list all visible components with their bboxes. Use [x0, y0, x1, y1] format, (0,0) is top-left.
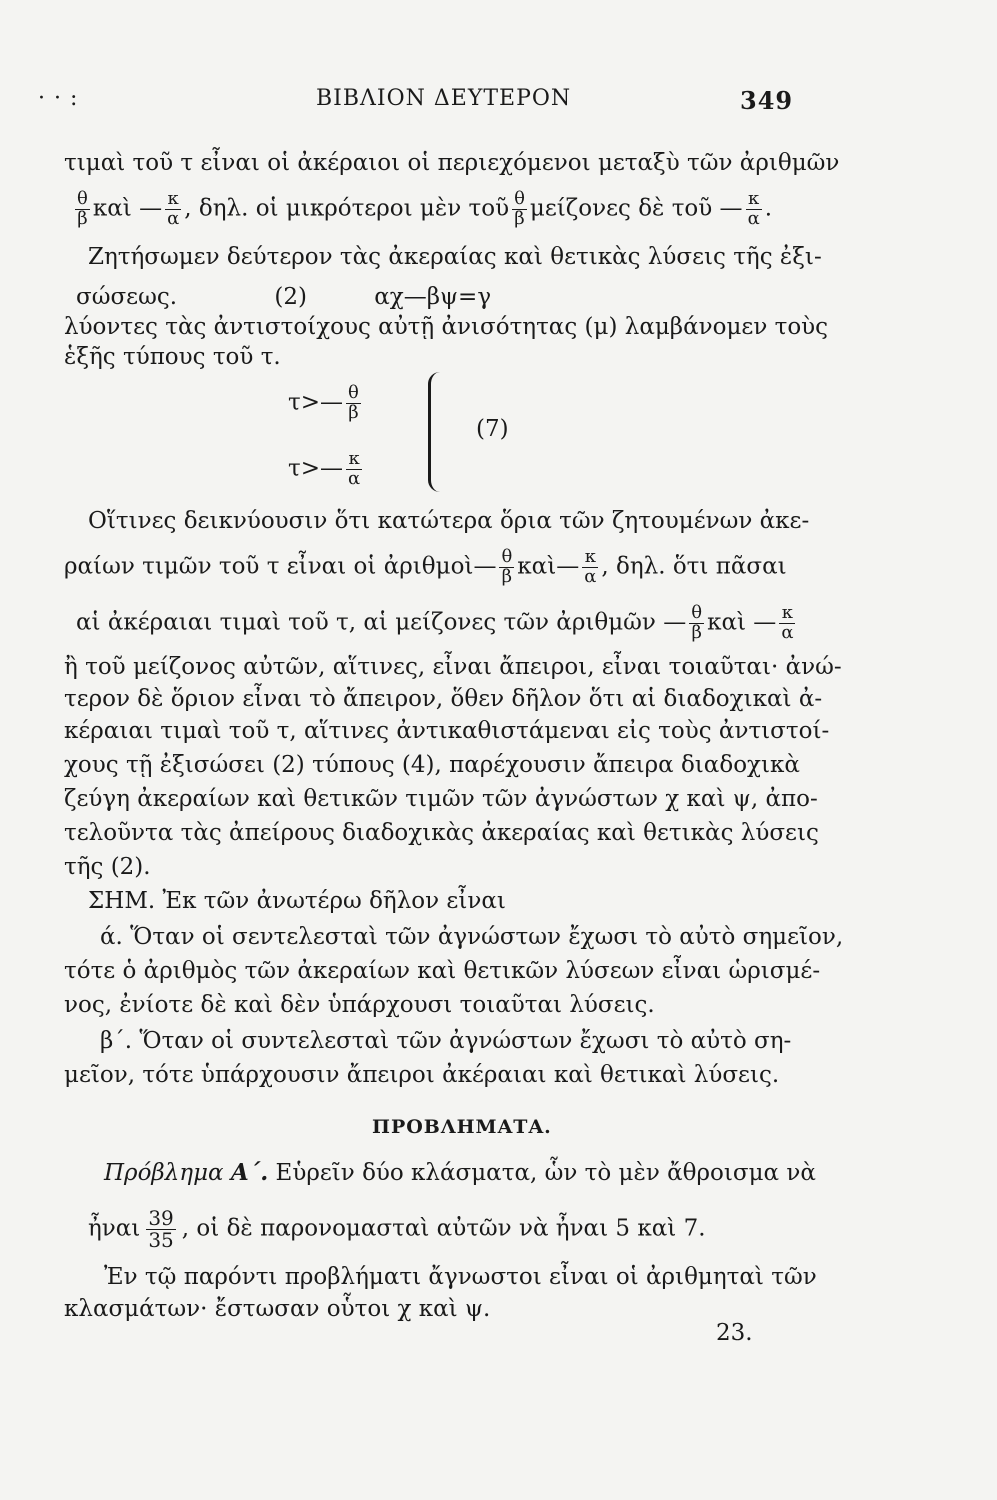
text-line-4: σώσεως. (2) αχ—βψ=γ: [76, 284, 492, 310]
fraction-kappa-alpha: $\frac{\kappa}{\alpha}$: [747, 188, 760, 229]
text-line-25: Ἐν τῷ παρόντι προβλήματι ἄγνωστοι εἶναι οἱ ἀριθμηταὶ τῶν: [104, 1264, 817, 1290]
text-line-6: ἑξῆς τύπους τοῦ τ.: [64, 344, 281, 370]
inequality-1: τ>— $\frac{\theta}{\beta}$: [288, 382, 359, 423]
header-dots: · · :: [38, 86, 79, 111]
inequality-2: τ>— $\frac{\kappa}{\alpha}$: [288, 448, 361, 489]
text-line-23: Πρόβλημα Α΄. Εὑρεῖν δύο κλάσματα, ὧν τὸ μὲν ἄθροισμα νὰ: [104, 1159, 816, 1186]
text-line-8: ραίων τιμῶν τοῦ τ εἶναι οἱ ἀριθμοὶ— $\frac{\theta}{\beta}$ καὶ— $\frac{\kappa}{\alpha}$ , δηλ. ὅτι πᾶσαι: [64, 546, 787, 587]
text-line-10: ἢ τοῦ μείζονος αὐτῶν, αἵτινες, εἶναι ἄπειροι, εἶναι τοιαῦται· ἀνώ-: [64, 654, 842, 680]
text-line-3: Ζητήσωμεν δεύτερον τὰς ἀκεραίας καὶ θετικὰς λύσεις τῆς ἐξι-: [88, 244, 822, 270]
text-line-1: τιμαὶ τοῦ τ εἶναι οἱ ἀκέραιοι οἱ περιεχόμενοι μεταξὺ τῶν ἀριθμῶν: [64, 150, 840, 176]
text-line-13: χους τῇ ἐξισώσει (2) τύπους (4), παρέχουσιν ἄπειρα διαδοχικὰ: [64, 752, 800, 778]
running-title: ΒΙΒΛΙΟΝ ΔΕΥΤΕΡΟΝ: [316, 86, 572, 111]
text-line-18: ά. Ὅταν οἱ σεντελεσταὶ τῶν ἀγνώστων ἔχωσι τὸ αὐτὸ σημεῖον,: [100, 924, 844, 950]
section-heading: ΠΡΟΒΛΗΜΑΤΑ.: [372, 1116, 552, 1138]
text-line-19: τότε ὁ ἀριθμὸς τῶν ἀκεραίων καὶ θετικῶν λύσεων εἶναι ὡρισμέ-: [64, 958, 821, 984]
text-line-24: ἦναι $\frac{39}{35}$ , οἱ δὲ παρονομασταὶ αὐτῶν νὰ ἦναι 5 καὶ 7.: [88, 1206, 706, 1252]
system-brace: [428, 372, 445, 492]
text-line-7: Οἵτινες δεικνύουσιν ὅτι κατώτερα ὅρια τῶν ζητουμένων ἀκε-: [88, 508, 810, 534]
text-line-26: κλασμάτων· ἔστωσαν οὗτοι χ καὶ ψ.: [64, 1296, 491, 1322]
text-line-15: τελοῦντα τὰς ἀπείρους διαδοχικὰς ἀκεραίας καὶ θετικὰς λύσεις: [64, 820, 819, 846]
text-line-2: $\frac{\theta}{\beta}$ καὶ — $\frac{\kappa}{\alpha}$ , δηλ. οἱ μικρότεροι μὲν τοῦ $\frac{\theta}{\beta}$ μείζονες δὲ τοῦ — $\frac{\kappa}{\alpha}$ .: [77, 188, 773, 229]
text-line-17: ΣΗΜ. Ἐκ τῶν ἀνωτέρω δῆλον εἶναι: [88, 888, 506, 914]
fraction-39-35: $\frac{39}{35}$: [148, 1206, 174, 1252]
text-line-9: αἱ ἀκέραιαι τιμαὶ τοῦ τ, αἱ μείζονες τῶν ἀριθμῶν — $\frac{\theta}{\beta}$ καὶ — $\frac{\kappa}{\alpha}$: [76, 602, 794, 643]
fraction-theta-beta: $\frac{\theta}{\beta}$: [514, 188, 525, 229]
fraction-kappa-alpha: $\frac{\kappa}{\alpha}$: [167, 188, 180, 229]
text-line-21: β΄. Ὅταν οἱ συντελεσταὶ τῶν ἀγνώστων ἔχωσι τὸ αὐτὸ ση-: [100, 1028, 792, 1054]
text-line-14: ζεύγη ἀκεραίων καὶ θετικῶν τιμῶν τῶν ἀγνώστων χ καὶ ψ, ἀπο-: [64, 786, 818, 812]
equation-label: (7): [476, 416, 509, 442]
text-line-12: κέραιαι τιμαὶ τοῦ τ, αἵτινες ἀντικαθιστάμεναι εἰς τοὺς ἀντιστοί-: [64, 718, 830, 744]
text-line-11: τερον δὲ ὅριον εἶναι τὸ ἄπειρον, ὅθεν δῆλον ὅτι αἱ διαδοχικαὶ ἀ-: [64, 686, 823, 712]
text-line-5: λύοντες τὰς ἀντιστοίχους αὐτῇ ἀνισότητας (μ) λαμβάνομεν τοὺς: [64, 314, 829, 340]
fraction-theta-beta: $\frac{\theta}{\beta}$: [77, 188, 88, 229]
text-line-20: νος, ἐνίοτε δὲ καὶ δὲν ὑπάρχουσι τοιαῦται λύσεις.: [64, 992, 655, 1018]
text-line-22: μεῖον, τότε ὑπάρχουσιν ἄπειροι ἀκέραιαι καὶ θετικαὶ λύσεις.: [64, 1062, 780, 1088]
text-line-16: τῆς (2).: [64, 854, 151, 880]
page-number: 349: [740, 86, 794, 115]
signature-mark: 23.: [716, 1320, 753, 1346]
